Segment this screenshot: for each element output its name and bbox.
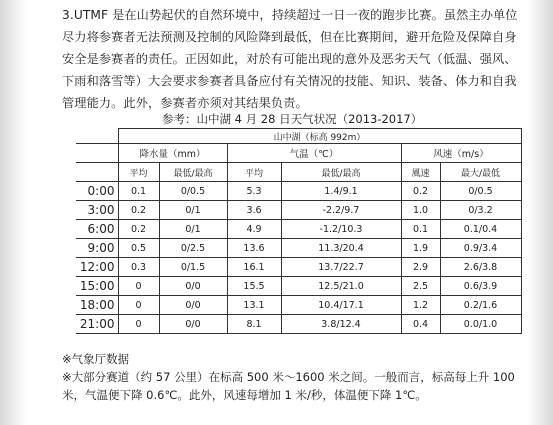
temp-range-cell: 1.4/9.1	[281, 182, 401, 201]
wind-range-cell: 0/0.5	[440, 182, 521, 201]
table-caption: 参考：山中湖 4 月 28 日天气状况（2013-2017）	[162, 112, 423, 126]
wind-range-cell: 0.6/3.9	[440, 277, 521, 296]
time-cell: 6:00	[76, 220, 118, 239]
precip-avg-cell: 0.1	[118, 182, 159, 201]
temp-avg-cell: 13.6	[227, 239, 281, 258]
temp-avg-cell: 4.9	[227, 220, 281, 239]
corner-cell	[76, 129, 118, 144]
time-cell: 12:00	[76, 258, 118, 277]
temp-avg-cell: 16.1	[227, 258, 281, 277]
precip-range-cell: 0/0.5	[159, 182, 227, 201]
precip-avg-cell: 0	[118, 277, 159, 296]
wind-avg-cell: 0.2	[401, 182, 440, 201]
intro-line: 下雨和落雪等）大会要求参赛者具备应付有关情况的技能、知识、装备、体力和自我	[62, 74, 517, 88]
note-line: ※大部分赛道（约 57 公里）在标高 500 米～1600 米之间。一般而言，标高每上升 100	[62, 370, 515, 384]
intro-line: 安全是参赛者的责任。正因如此，对於有可能出现的意外及恶劣天气（低温、强风、	[62, 52, 517, 66]
wind-avg-cell: 1.9	[401, 239, 440, 258]
intro-line: 管理能力。此外，参赛者亦须对其结果负责。	[62, 96, 308, 110]
precip-range-cell: 0/0	[159, 296, 227, 315]
table-row	[76, 182, 521, 201]
wind-range-cell: 0.2/1.6	[440, 296, 521, 315]
station-header: 山中湖（标高 992m）	[118, 129, 521, 144]
table-row	[76, 239, 521, 258]
precip-avg-cell: 0.3	[118, 258, 159, 277]
precip-avg-header: 平均	[118, 163, 159, 182]
temp-range-cell: 3.8/12.4	[281, 315, 401, 334]
wind-range-header: 最大/最低	[440, 163, 521, 182]
temp-range-cell: -2.2/9.7	[281, 201, 401, 220]
precip-range-header: 最低/最高	[159, 163, 227, 182]
notes-section	[62, 350, 515, 404]
precip-range-cell: 0/0	[159, 277, 227, 296]
temp-range-cell: 10.4/17.1	[281, 296, 401, 315]
temp-avg-cell: 15.5	[227, 277, 281, 296]
temp-avg-cell: 8.1	[227, 315, 281, 334]
precip-range-cell: 0/1	[159, 220, 227, 239]
temp-avg-cell: 3.6	[227, 201, 281, 220]
wind-avg-header: 風速	[401, 163, 440, 182]
wind-avg-cell: 2.9	[401, 258, 440, 277]
precip-avg-cell: 0.2	[118, 201, 159, 220]
precip-avg-cell: 0.2	[118, 220, 159, 239]
temp-range-cell: 13.7/22.7	[281, 258, 401, 277]
wind-avg-cell: 2.5	[401, 277, 440, 296]
note-line: 米，气温便下降 0.6℃。此外，风速每增加 1 米/秒，体温便下降 1℃。	[62, 388, 427, 402]
temp-avg-header: 平均	[227, 163, 281, 182]
precip-avg-cell: 0.5	[118, 239, 159, 258]
table-row	[76, 315, 521, 334]
table-row	[76, 220, 521, 239]
temp-header: 气温（℃）	[227, 144, 401, 163]
temp-range-cell: 12.5/21.0	[281, 277, 401, 296]
temp-range-cell: 11.3/20.4	[281, 239, 401, 258]
precip-range-cell: 0/1	[159, 201, 227, 220]
temp-avg-cell: 13.1	[227, 296, 281, 315]
page-shadow-right	[527, 0, 553, 425]
table-row	[76, 201, 521, 220]
corner-cell	[76, 144, 118, 163]
table-row	[76, 258, 521, 277]
intro-line: 尽力将参赛者无法预测及控制的风险降到最低，但在比赛期间，避开危险及保障自身	[62, 30, 517, 44]
time-cell: 18:00	[76, 296, 118, 315]
intro-line: 3.UTMF 是在山势起伏的自然环境中，持续超过一日一夜的跑步比赛。虽然主办单位	[62, 8, 518, 22]
intro-paragraph	[62, 4, 518, 114]
time-cell: 0:00	[76, 182, 118, 201]
wind-avg-cell: 0.4	[401, 315, 440, 334]
temp-range-header: 最低/最高	[281, 163, 401, 182]
wind-avg-cell: 0.1	[401, 220, 440, 239]
temp-range-cell: -1.2/10.3	[281, 220, 401, 239]
precip-range-cell: 0/2.5	[159, 239, 227, 258]
time-cell: 15:00	[76, 277, 118, 296]
weather-table	[76, 128, 522, 334]
precip-avg-cell: 0	[118, 296, 159, 315]
precip-avg-cell: 0	[118, 315, 159, 334]
page-shadow-left	[0, 0, 26, 425]
wind-range-cell: 2.6/3.8	[440, 258, 521, 277]
time-cell: 9:00	[76, 239, 118, 258]
corner-cell	[76, 163, 118, 182]
wind-range-cell: 0/3.2	[440, 201, 521, 220]
wind-avg-cell: 1.0	[401, 201, 440, 220]
note-line: ※气象厅数据	[62, 352, 130, 366]
table-row	[76, 296, 521, 315]
wind-range-cell: 0.9/3.4	[440, 239, 521, 258]
precip-range-cell: 0/0	[159, 315, 227, 334]
table-row	[76, 277, 521, 296]
time-cell: 21:00	[76, 315, 118, 334]
precip-header: 降水量（mm）	[118, 144, 227, 163]
wind-range-cell: 0.0/1.0	[440, 315, 521, 334]
wind-header: 风速（m/s）	[401, 144, 521, 163]
temp-avg-cell: 5.3	[227, 182, 281, 201]
time-cell: 3:00	[76, 201, 118, 220]
wind-avg-cell: 1.2	[401, 296, 440, 315]
precip-range-cell: 0/1.5	[159, 258, 227, 277]
wind-range-cell: 0.1/0.4	[440, 220, 521, 239]
